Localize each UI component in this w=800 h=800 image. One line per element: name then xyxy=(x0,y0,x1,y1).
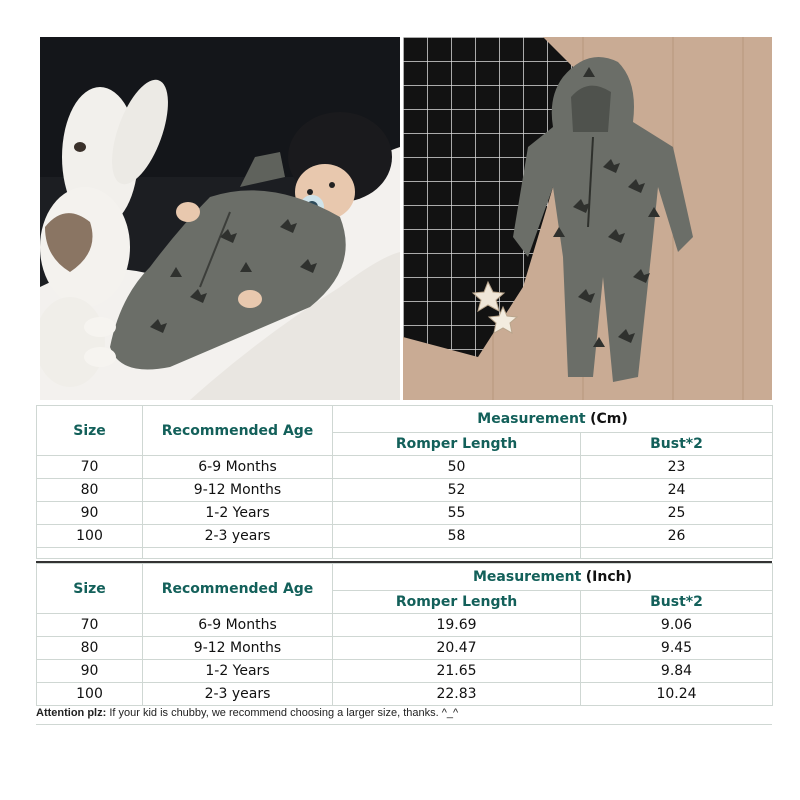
length-cell: 22.83 xyxy=(333,683,581,706)
size-column-header: Size xyxy=(37,406,143,456)
length-cell: 55 xyxy=(333,502,581,525)
bust-cell: 24 xyxy=(581,479,773,502)
age-cell: 2-3 years xyxy=(143,525,333,548)
measurement-label: Measurement xyxy=(477,411,586,427)
table-spacer-row xyxy=(37,548,773,559)
bust-cell: 9.45 xyxy=(581,637,773,660)
table-row xyxy=(37,525,773,548)
measurement-header xyxy=(333,406,773,433)
baby-wearing-romper-photo xyxy=(40,37,400,400)
length-cell: 21.65 xyxy=(333,660,581,683)
measurement-unit: (Cm) xyxy=(590,411,628,427)
size-cell: 70 xyxy=(37,614,143,637)
age-cell: 6-9 Months xyxy=(143,614,333,637)
bust-cell: 9.84 xyxy=(581,660,773,683)
length-cell: 52 xyxy=(333,479,581,502)
size-cell: 90 xyxy=(37,660,143,683)
age-cell: 1-2 Years xyxy=(143,660,333,683)
bust-cell: 23 xyxy=(581,456,773,479)
length-cell: 50 xyxy=(333,456,581,479)
table-row xyxy=(37,456,773,479)
attention-text: If your kid is chubby, we recommend choosing a larger size, thanks. ^_^ xyxy=(106,707,459,719)
measurement-label: Measurement xyxy=(472,569,582,585)
bust-cell: 10.24 xyxy=(581,683,773,706)
table-row xyxy=(37,479,773,502)
size-cell: 100 xyxy=(37,683,143,706)
bust-column-header: Bust*2 xyxy=(581,591,773,614)
romper-length-column-header: Romper Length xyxy=(333,591,581,614)
measurement-unit: (Inch) xyxy=(585,569,633,585)
size-column-header: Size xyxy=(37,564,143,614)
recommended-age-column-header: Recommended Age xyxy=(143,406,333,456)
table-row xyxy=(37,502,773,525)
size-chart-cm-table xyxy=(36,405,773,559)
bust-cell: 26 xyxy=(581,525,773,548)
table-row xyxy=(37,614,773,637)
bust-cell: 25 xyxy=(581,502,773,525)
length-cell: 58 xyxy=(333,525,581,548)
age-cell: 9-12 Months xyxy=(143,479,333,502)
size-cell: 90 xyxy=(37,502,143,525)
size-cell: 80 xyxy=(37,479,143,502)
age-cell: 1-2 Years xyxy=(143,502,333,525)
attention-label: Attention plz: xyxy=(36,707,107,719)
size-cell: 100 xyxy=(37,525,143,548)
measurement-header xyxy=(333,564,773,591)
size-cell: 80 xyxy=(37,637,143,660)
length-cell: 19.69 xyxy=(333,614,581,637)
age-cell: 9-12 Months xyxy=(143,637,333,660)
romper-flat-lay-photo xyxy=(403,37,772,400)
recommended-age-column-header: Recommended Age xyxy=(143,564,333,614)
table-row xyxy=(37,660,773,683)
romper-length-column-header: Romper Length xyxy=(333,433,581,456)
size-cell: 70 xyxy=(37,456,143,479)
length-cell: 20.47 xyxy=(333,637,581,660)
bust-cell: 9.06 xyxy=(581,614,773,637)
size-chart-inch-table xyxy=(36,563,773,706)
age-cell: 6-9 Months xyxy=(143,456,333,479)
bust-column-header: Bust*2 xyxy=(581,433,773,456)
age-cell: 2-3 years xyxy=(143,683,333,706)
attention-note xyxy=(36,704,772,725)
table-row xyxy=(37,637,773,660)
table-row xyxy=(37,683,773,706)
